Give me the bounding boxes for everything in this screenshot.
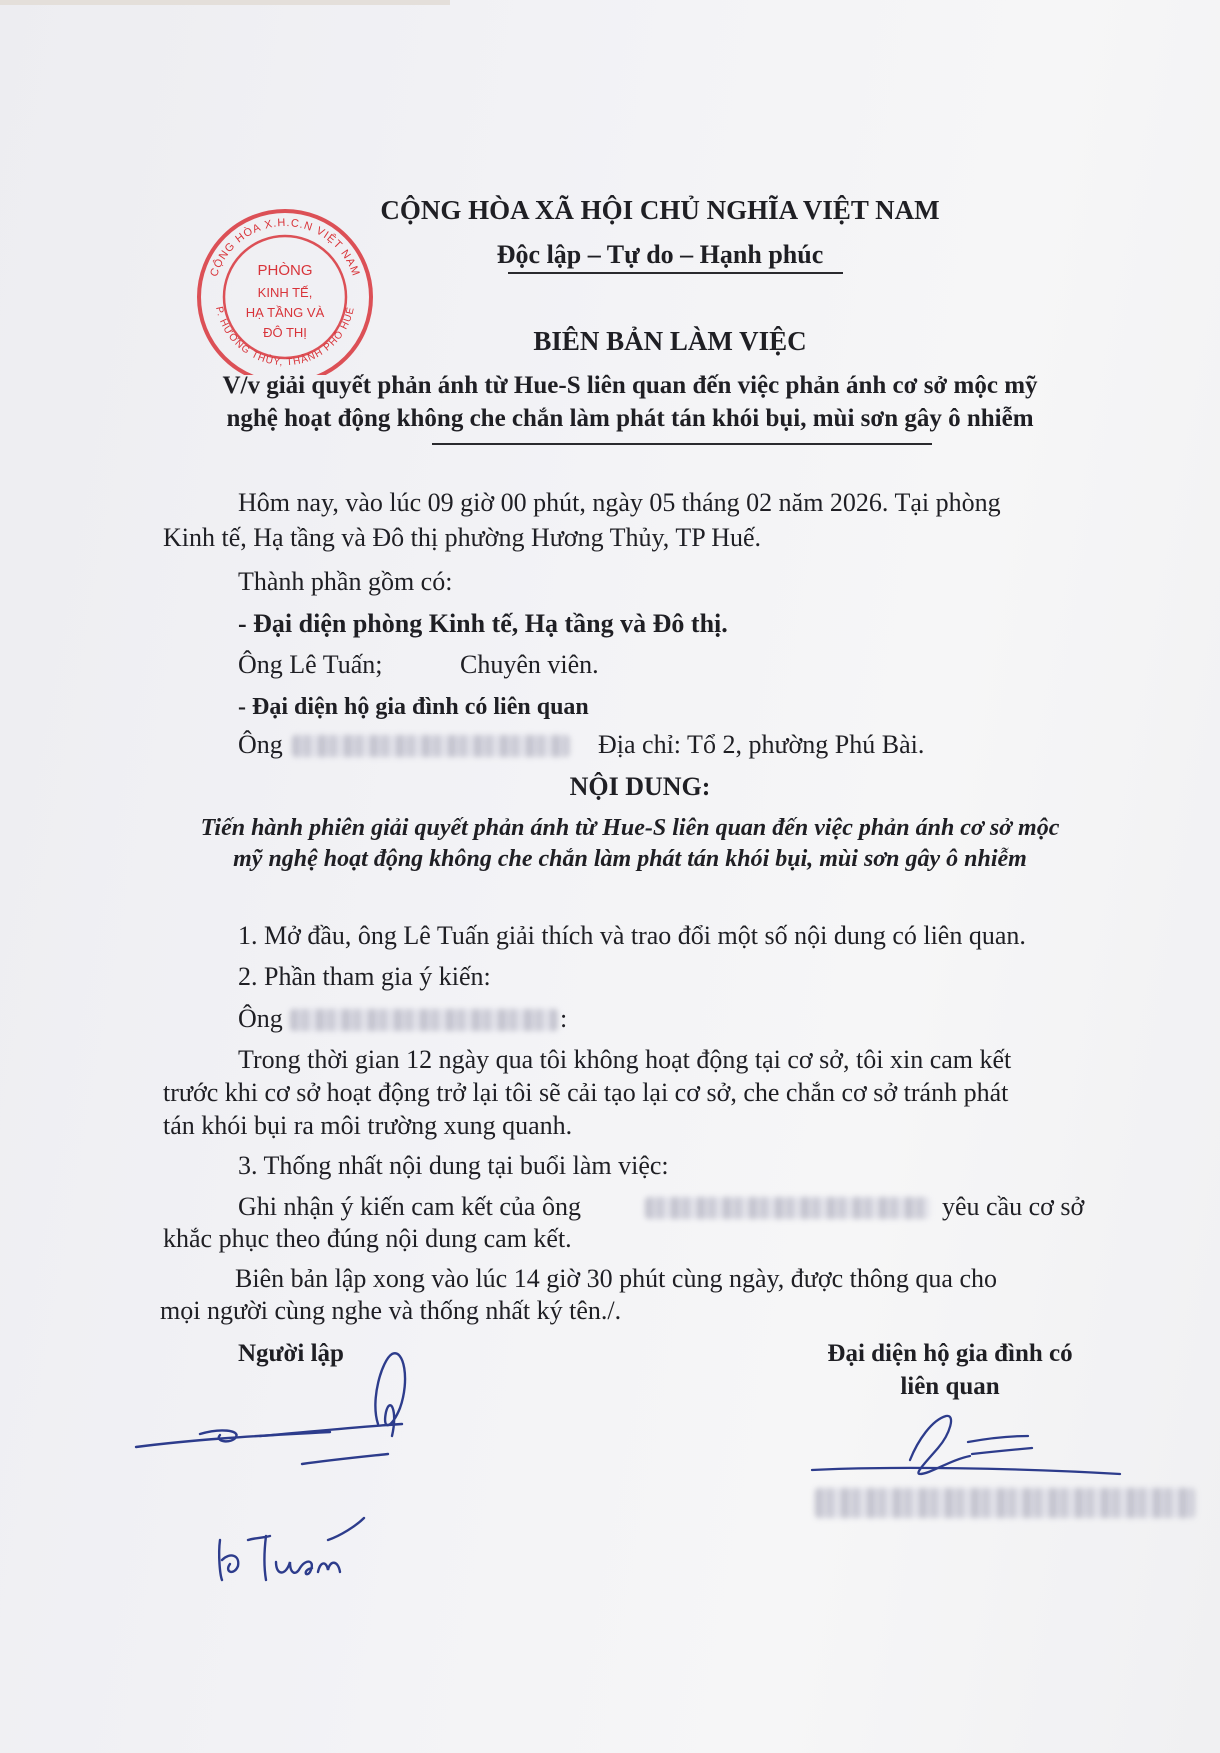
right-signature-title-line-2: liên quan bbox=[900, 1373, 1000, 1400]
office-representative-heading: - Đại diện phòng Kinh tế, Hạ tầng và Đô thị. bbox=[238, 609, 728, 638]
content-heading: NỘI DUNG: bbox=[569, 772, 711, 801]
agreement-suffix: yêu cầu cơ sở bbox=[942, 1192, 1085, 1221]
household-prefix: Ông bbox=[238, 730, 283, 759]
subject-underline bbox=[432, 443, 932, 445]
closing-line-1: Biên bản lập xong vào lúc 14 giờ 30 phút cùng ngày, được thông qua cho bbox=[235, 1264, 997, 1293]
household-representative-heading: - Đại diện hộ gia đình có liên quan bbox=[238, 694, 589, 720]
subject-line-1: V/v giải quyết phản ánh từ Hue-S liên quan đến việc phản ánh cơ sở mộc mỹ bbox=[222, 372, 1038, 399]
right-signature-title-line-1: Đại diện hộ gia đình có bbox=[827, 1340, 1073, 1367]
intro-line-2: Kinh tế, Hạ tầng và Đô thị phường Hương Thủy, TP Huế. bbox=[163, 523, 762, 552]
item-1: 1. Mở đầu, ông Lê Tuấn giải thích và trao đổi một số nội dung có liên quan. bbox=[238, 921, 1026, 950]
opinion-line-3: tán khói bụi ra môi trường xung quanh. bbox=[163, 1111, 573, 1140]
subject-line-2: nghệ hoạt động không che chắn làm phát tán khói bụi, mùi sơn gây ô nhiễm bbox=[226, 405, 1034, 432]
national-title: CỘNG HÒA XÃ HỘI CHỦ NGHĨA VIỆT NAM bbox=[380, 195, 940, 225]
scan-edge bbox=[0, 0, 450, 5]
household-address: Địa chỉ: Tổ 2, phường Phú Bài. bbox=[598, 730, 925, 759]
opinion-line-2: trước khi cơ sở hoạt động trở lại tôi sẽ cải tạo lại cơ sở, che chắn cơ sở tránh phát bbox=[163, 1078, 1009, 1107]
svg-text:HẠ TẦNG VÀ: HẠ TẦNG VÀ bbox=[245, 305, 325, 320]
intro-line-1: Hôm nay, vào lúc 09 giờ 00 phút, ngày 05 tháng 02 năm 2026. Tại phòng bbox=[238, 488, 1001, 517]
opinion-line-1: Trong thời gian 12 ngày qua tôi không hoạt động tại cơ sở, tôi xin cam kết bbox=[238, 1045, 1012, 1074]
redacted-name bbox=[645, 1197, 930, 1219]
item-2: 2. Phần tham gia ý kiến: bbox=[238, 962, 491, 991]
item-3: 3. Thống nhất nội dung tại buổi làm việc: bbox=[238, 1151, 669, 1180]
opinion-colon: : bbox=[560, 1004, 568, 1033]
left-signature-title: Người lập bbox=[238, 1340, 344, 1367]
official-name: Ông Lê Tuấn; bbox=[238, 650, 383, 679]
redacted-signer-name bbox=[815, 1488, 1195, 1518]
motto-underline bbox=[508, 272, 843, 274]
composition-label: Thành phần gồm có: bbox=[238, 567, 453, 596]
svg-text:KINH TẾ,: KINH TẾ, bbox=[257, 285, 313, 300]
svg-text:ĐÔ THỊ: ĐÔ THỊ bbox=[263, 325, 307, 340]
national-motto: Độc lập – Tự do – Hạnh phúc bbox=[496, 240, 824, 269]
agreement-prefix: Ghi nhận ý kiến cam kết của ông bbox=[238, 1192, 581, 1221]
opinion-prefix: Ông bbox=[238, 1004, 283, 1033]
svg-text:PHÒNG: PHÒNG bbox=[257, 262, 313, 279]
content-summary-line-1: Tiến hành phiên giải quyết phản ánh từ Hue-S liên quan đến việc phản ánh cơ sở mộc bbox=[200, 815, 1060, 841]
agreement-line-2: khắc phục theo đúng nội dung cam kết. bbox=[163, 1224, 572, 1253]
left-signature bbox=[130, 1340, 450, 1590]
closing-line-2: mọi người cùng nghe và thống nhất ký tên./. bbox=[160, 1296, 622, 1325]
official-role: Chuyên viên. bbox=[460, 650, 599, 679]
content-summary-line-2: mỹ nghệ hoạt động không che chắn làm phát tán khói bụi, mùi sơn gây ô nhiễm bbox=[233, 846, 1027, 872]
redacted-name bbox=[290, 1009, 558, 1031]
svg-text:P. HƯƠNG THỦY, THÀNH PHỐ HUẾ: P. HƯƠNG THỦY, THÀNH PHỐ HUẾ bbox=[213, 305, 357, 369]
svg-text:CỘNG HÒA X.H.C.N VIỆT NAM: CỘNG HÒA X.H.C.N VIỆT NAM bbox=[208, 216, 362, 279]
office-stamp bbox=[190, 205, 380, 375]
document-title: BIÊN BẢN LÀM VIỆC bbox=[533, 326, 807, 356]
redacted-name bbox=[292, 735, 570, 757]
